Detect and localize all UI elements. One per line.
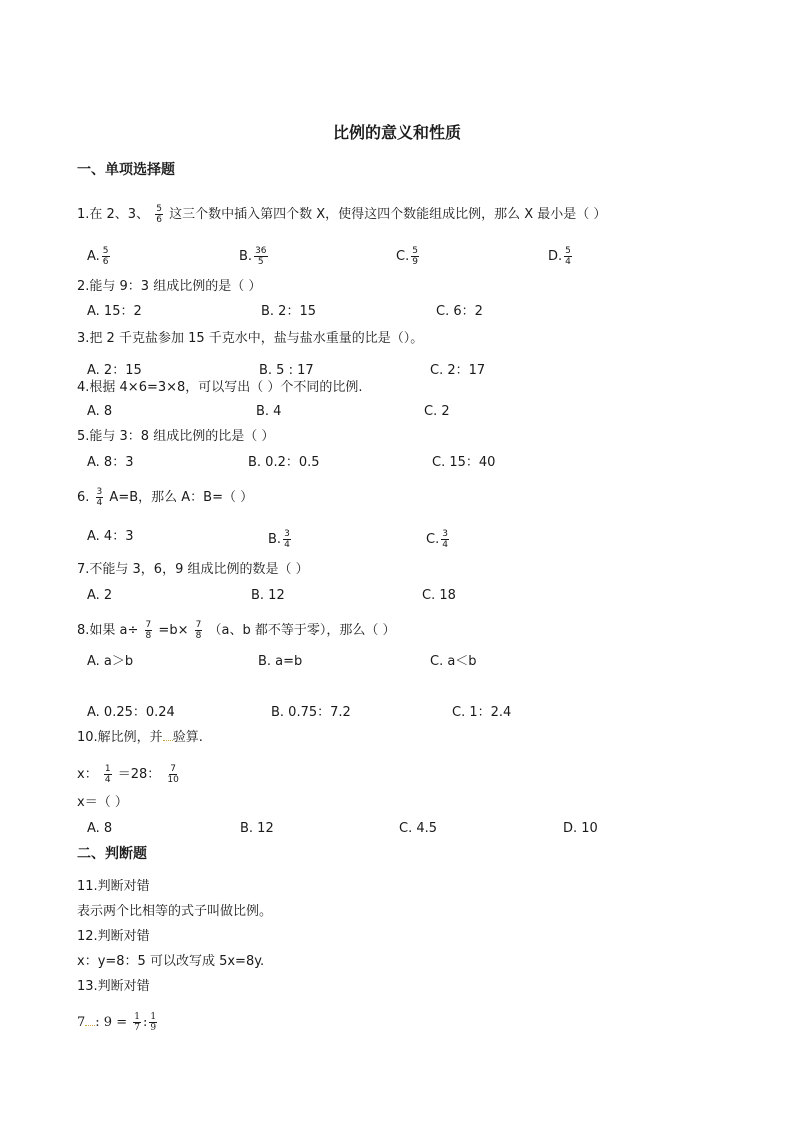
q3-option-a[interactable]: A. 2：15 [87,363,142,378]
q1-option-a[interactable]: A. $\frac{5}{6}$ [87,246,109,267]
question-12: 12.判断对错 [77,929,150,944]
q6-option-a[interactable]: A. 4：3 [87,529,134,544]
q3-option-b[interactable]: B. 5 : 17 [259,363,314,378]
q1-option-b[interactable]: B. $\frac{36}{5}$ [239,246,267,267]
q7-option-a[interactable]: A. 2 [87,588,113,603]
question-13-equation: 7 : 9 = $\frac{1}{7}$ : $\frac{1}{9}$ [77,1012,157,1033]
q2-option-a[interactable]: A. 15：2 [87,304,142,319]
q7-option-b[interactable]: B. 12 [251,588,285,603]
q1-option-c[interactable]: C. $\frac{5}{9}$ [396,246,418,267]
section-heading-multiple-choice: 一、单项选择题 [77,162,175,178]
q10-option-a[interactable]: A. 8 [87,821,113,836]
question-1-fraction: $\frac{5}{6}$ [156,204,162,225]
q1-option-d[interactable]: D. $\frac{5}{4}$ [548,246,571,267]
question-2: 2.能与 9：3 组成比例的是（ ） [77,279,262,294]
q9-option-a[interactable]: A. 0.25：0.24 [87,705,175,720]
question-10: 10.解比例，并 验算. [77,730,203,745]
q4-option-b[interactable]: B. 4 [256,404,282,419]
q2-option-b[interactable]: B. 2：15 [261,304,316,319]
q4-option-c[interactable]: C. 2 [424,404,450,419]
question-6: 6. $\frac{3}{4}$ A=B，那么 A：B=（ ） [77,487,254,508]
question-10-equation: x： $\frac{1}{4}$ ＝28： $\frac{7}{10}$ [77,764,179,785]
section-heading-true-false: 二、判断题 [77,846,147,862]
q7-option-c[interactable]: C. 18 [422,588,456,603]
page-title: 比例的意义和性质 [332,123,461,142]
question-6-fraction: $\frac{3}{4}$ [96,487,103,508]
q5-option-a[interactable]: A. 8：3 [87,455,134,470]
question-8: 8.如果 a÷ $\frac{7}{8}$ =b× $\frac{7}{8}$ （a、b 都不等于零），那么（ ） [77,620,396,641]
q6-option-c[interactable]: C. $\frac{3}{4}$ [426,529,448,550]
squiggle-mark [163,730,173,741]
q3-option-c[interactable]: C. 2：17 [430,363,486,378]
q8-option-c[interactable]: C. a＜b [430,654,477,669]
question-11-statement: 表示两个比相等的式子叫做比例。 [77,904,273,919]
question-1-text-post: 这三个数中插入第四个数 X，使得这四个数能组成比例，那么 X 最小是（ ） [169,207,607,222]
question-11: 11.判断对错 [77,879,150,894]
q6-option-b[interactable]: B. $\frac{3}{4}$ [268,529,290,550]
q8-option-a[interactable]: A. a＞b [87,654,134,669]
question-4: 4.根据 4×6=3×8，可以写出（ ）个不同的比例. [77,380,363,395]
squiggle-mark [85,1015,95,1026]
question-10-answer-blank: x＝（ ） [77,795,128,810]
q4-option-a[interactable]: A. 8 [87,404,113,419]
q5-option-b[interactable]: B. 0.2：0.5 [248,455,320,470]
q5-option-c[interactable]: C. 15：40 [432,455,496,470]
q9-option-c[interactable]: C. 1：2.4 [452,705,512,720]
q9-option-b[interactable]: B. 0.75：7.2 [271,705,351,720]
q2-option-c[interactable]: C. 6：2 [436,304,483,319]
q10-option-d[interactable]: D. 10 [563,821,598,836]
q10-option-b[interactable]: B. 12 [240,821,274,836]
question-5: 5.能与 3：8 组成比例的比是（ ） [77,429,275,444]
question-3: 3.把 2 千克盐参加 15 千克水中，盐与盐水重量的比是（）。 [77,331,424,346]
question-13: 13.判断对错 [77,979,150,994]
question-7: 7.不能与 3，6，9 组成比例的数是（ ） [77,562,309,577]
q8-option-b[interactable]: B. a=b [258,654,303,669]
question-1-text-pre: 1.在 2、3、 [77,207,150,222]
q10-option-c[interactable]: C. 4.5 [399,821,438,836]
question-12-statement: x：y=8：5 可以改写成 5x=8y. [77,954,265,969]
question-1 [77,204,606,225]
